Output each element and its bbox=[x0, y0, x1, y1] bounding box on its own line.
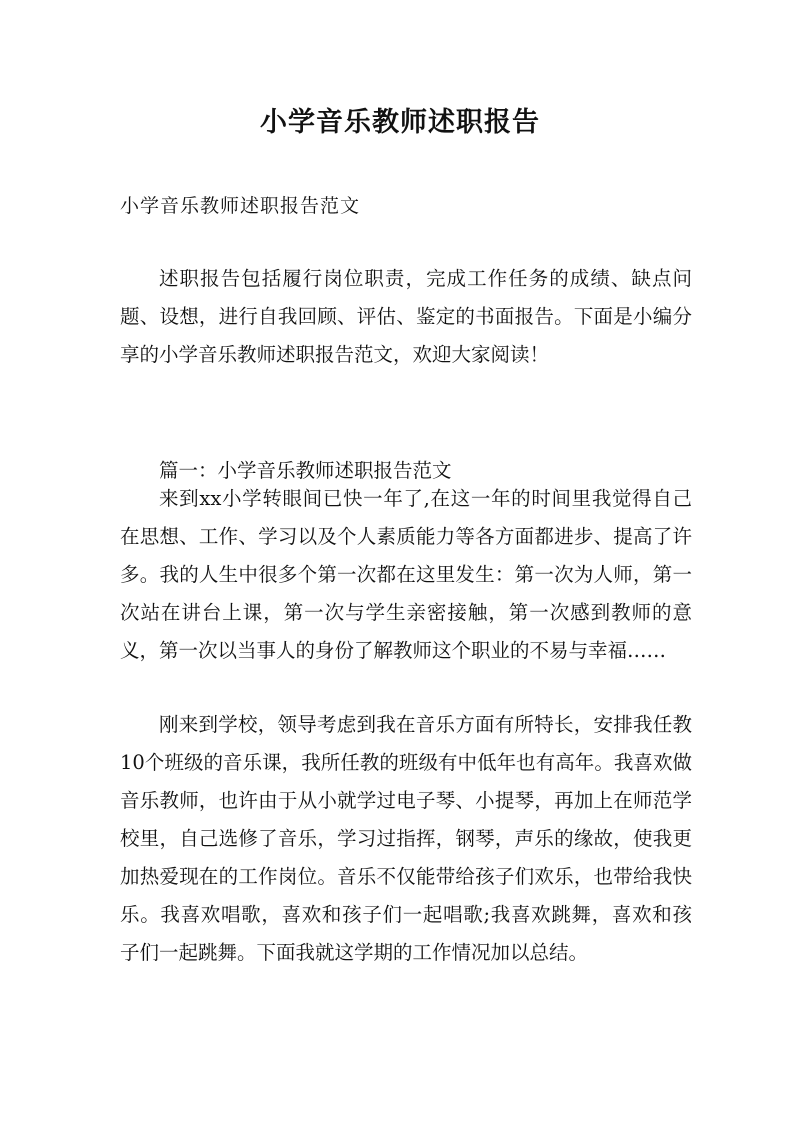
body-paragraph: 来到xx小学转眼间已快一年了,在这一年的时间里我觉得自己在思想、工作、学习以及个人素质能力等各方面都进步、提高了许多。我的人生中很多个第一次都在这里发生：第一次为人师，第一次站在讲台上课，第一次与学生亲密接触，第一次感到教师的意义，第一次以当事人的身份了解教师这个职业的不易与幸福…… bbox=[120, 487, 692, 662]
intro-paragraph: 述职报告包括履行岗位职责，完成工作任务的成绩、缺点问题、设想，进行自我回顾、评估、鉴定的书面报告。下面是小编分享的小学音乐教师述职报告范文，欢迎大家阅读！ bbox=[120, 267, 692, 366]
document-subtitle: 小学音乐教师述职报告范文 bbox=[120, 195, 361, 217]
body-paragraph: 刚来到学校，领导考虑到我在音乐方面有所特长，安排我任教10个班级的音乐课，我所任教的班级有中低年也有高年。我喜欢做音乐教师，也许由于从小就学过电子琴、小提琴，再加上在师范学校里，自己选修了音乐，学习过指挥，钢琴，声乐的缘故，使我更加热爱现在的工作岗位。音乐不仅能带给孩子们欢乐，也带给我快乐。我喜欢唱歌，喜欢和孩子们一起唱歌;我喜欢跳舞，喜欢和孩子们一起跳舞。下面我就这学期的工作情况加以总结。 bbox=[120, 713, 692, 964]
section-heading: 篇一：小学音乐教师述职报告范文 bbox=[159, 459, 452, 482]
document-title: 小学音乐教师述职报告 bbox=[260, 107, 540, 138]
